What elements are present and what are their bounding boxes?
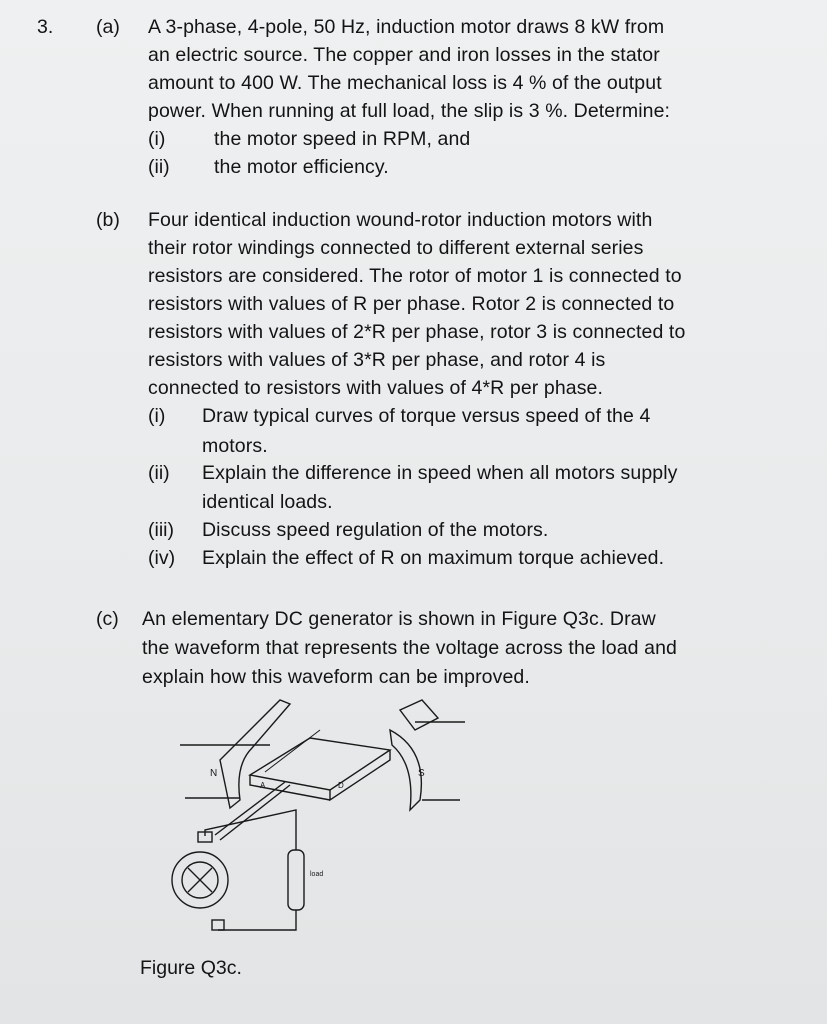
part-b-line: resistors with values of 2*R per phase, rotor 3 is connected to — [148, 321, 686, 343]
part-b-label: (b) — [96, 209, 120, 231]
part-b-line: resistors with values of 3*R per phase, and rotor 4 is — [148, 349, 606, 371]
part-c-line: the waveform that represents the voltage across the load and — [142, 637, 677, 659]
part-b-line: Four identical induction wound-rotor induction motors with — [148, 209, 653, 231]
part-a-line: amount to 400 W. The mechanical loss is 4 % of the output — [148, 72, 662, 94]
part-b-item-label: (ii) — [148, 462, 170, 484]
part-a-line: A 3-phase, 4-pole, 50 Hz, induction motor draws 8 kW from — [148, 16, 665, 38]
part-b-line: their rotor windings connected to different external series — [148, 237, 644, 259]
part-a-item-text: the motor speed in RPM, and — [214, 128, 471, 150]
part-a-line: an electric source. The copper and iron losses in the stator — [148, 44, 660, 66]
part-b-line: resistors with values of R per phase. Rotor 2 is connected to — [148, 293, 675, 315]
lead-bottom — [218, 910, 296, 930]
point-a-label: A — [260, 781, 266, 790]
part-a-item-text: the motor efficiency. — [214, 156, 389, 178]
pole-s-shape — [390, 730, 421, 810]
question-number: 3. — [37, 16, 54, 38]
part-b-line: resistors are considered. The rotor of motor 1 is connected to — [148, 265, 682, 287]
part-b-item-label: (iii) — [148, 519, 174, 541]
armature-loop — [250, 738, 390, 790]
part-a-label: (a) — [96, 16, 120, 38]
part-b-item-text: motors. — [202, 435, 268, 457]
load-resistor — [288, 850, 304, 910]
part-b-item-label: (i) — [148, 405, 166, 427]
point-d-label: D — [338, 781, 344, 790]
part-a-item-label: (ii) — [148, 156, 170, 178]
pole-s-label: S — [418, 768, 425, 779]
part-a-line: power. When running at full load, the slip is 3 %. Determine: — [148, 100, 671, 122]
part-b-item-text: Explain the difference in speed when all motors supply — [202, 462, 678, 484]
figure-caption: Figure Q3c. — [140, 957, 242, 979]
part-b-item-text: Discuss speed regulation of the motors. — [202, 519, 549, 541]
dc-generator-figure — [160, 690, 490, 950]
pole-n-shape — [220, 700, 290, 808]
load-label: load — [310, 871, 324, 878]
part-b-line: connected to resistors with values of 4*R per phase. — [148, 377, 604, 399]
part-c-label: (c) — [96, 608, 119, 630]
part-b-item-text: Explain the effect of R on maximum torque achieved. — [202, 547, 665, 569]
part-c-line: An elementary DC generator is shown in Figure Q3c. Draw — [142, 608, 656, 630]
part-b-item-text: Draw typical curves of torque versus speed of the 4 — [202, 405, 651, 427]
part-a-item-label: (i) — [148, 128, 166, 150]
pole-n-label: N — [210, 768, 218, 779]
part-c-line: explain how this waveform can be improved. — [142, 666, 530, 688]
part-b-item-text: identical loads. — [202, 491, 333, 513]
part-b-item-label: (iv) — [148, 547, 176, 569]
